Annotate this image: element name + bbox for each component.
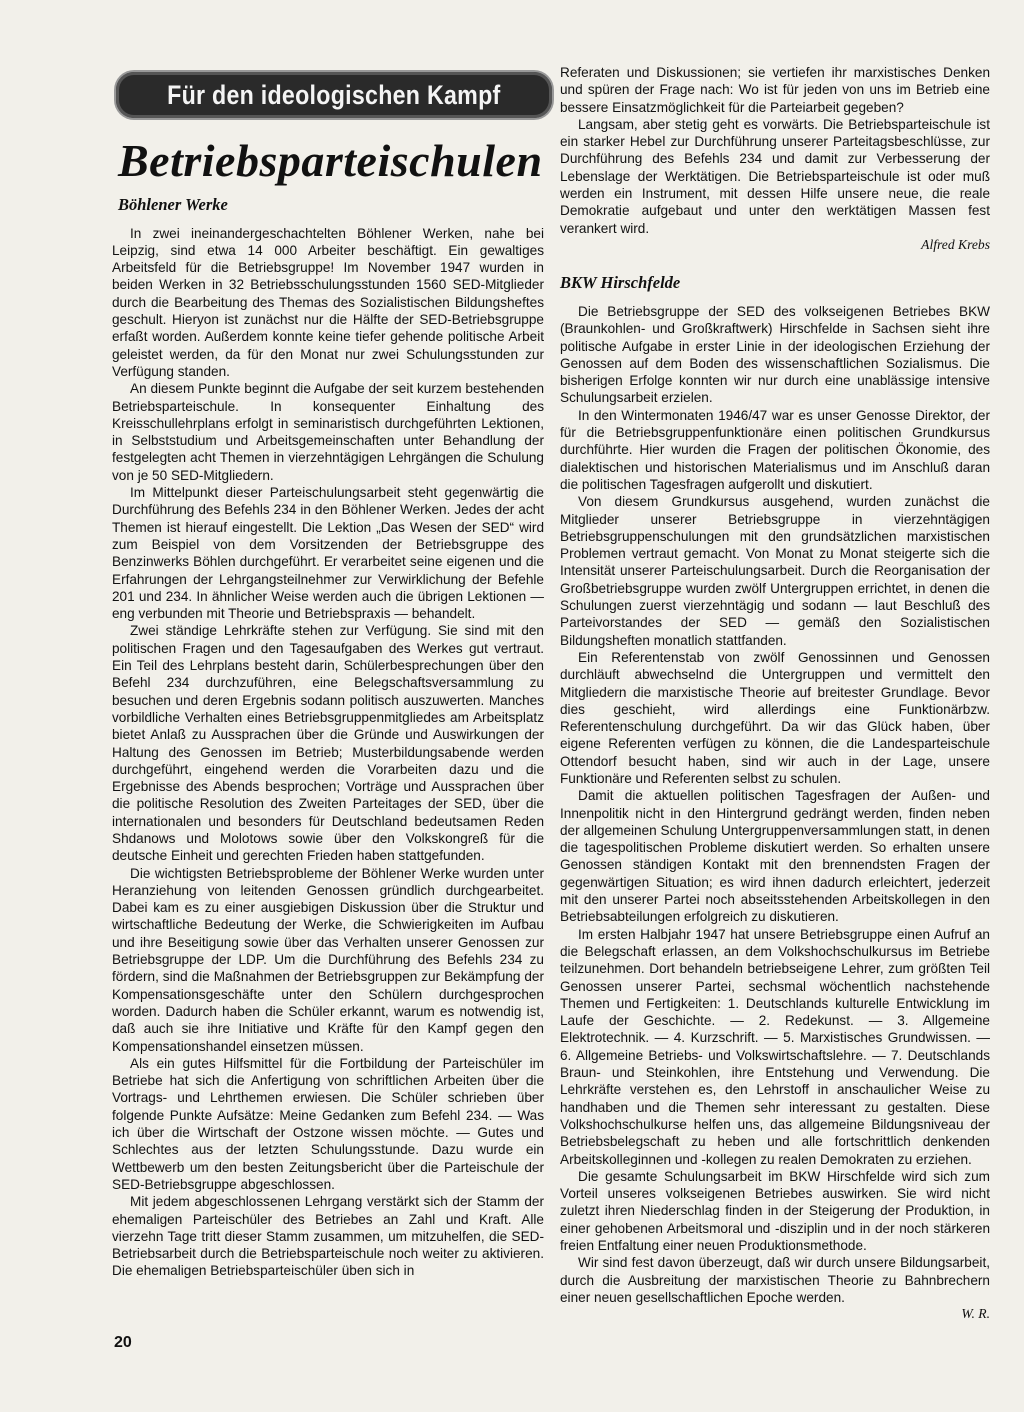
paragraph: Die Betriebsgruppe der SED des volkseigenen Betriebes BKW (Braunkohlen- und Großkraftwerk) Hirschfelde in Sachsen sieht ihre politische Aufgabe in erster Linie in der ideologischen Erziehung der Genossen auf dem Boden des wissenschaftlichen Sozialismus. Die bisherigen Erfolge konnten wir nur durch eine unablässige intensive Schulungsarbeit erzielen. [560, 303, 990, 406]
right-column [560, 64, 990, 1322]
paragraph: Damit die aktuellen politischen Tagesfragen der Außen- und Innenpolitik nicht in den Hintergrund gedrängt werden, finden neben der allgemeinen Schulung Untergruppenversammlungen statt, in denen die tagespolitischen Probleme diskutiert werden. So erhalten unsere Genossen ständigen Kontakt mit den brennendsten Fragen der gegenwärtigen Situation; es wird ihnen dadurch erleichtert, jederzeit mit den unserer Partei noch abseitsstehenden Arbeitskollegen in den Betriebsabteilungen erfolgreich zu diskutieren. [560, 788, 990, 925]
paragraph: Ein Referentenstab von zwölf Genossinnen und Genossen durchläuft abwechselnd die Untergruppen und vermittelt den Mitgliedern die marxistische Theorie auf breitester Grundlage. Bevor dies geschieht, wird allerdings eine Funktionärbzw. Referentenschulung durchgeführt. Da wir das Glück haben, über eigene Referenten verfügen zu können, die die Landesparteischule Ottendorf besucht haben, sind wir auch in der Lage, unsere Funktionäre und Referenten selbst zu schulen. [560, 649, 990, 786]
left-column [112, 62, 544, 1280]
paragraph: Wir sind fest davon überzeugt, daß wir durch unsere Bildungsarbeit, durch die Ausbreitung der marxistischen Theorie zu Bahnbrechern einer neuen gesellschaftlichen Epoche werden. [560, 1255, 990, 1305]
article-title: Betriebsparteischulen [118, 135, 543, 186]
signature-row [560, 237, 990, 253]
banner-text: Für den ideologischen Kampf [167, 79, 501, 110]
paragraph: Im ersten Halbjahr 1947 hat unsere Betriebsgruppe einen Aufruf an die Belegschaft erlassen, an dem Volkshochschulkursus im Betriebe teilzunehmen. Dort behandeln betriebseigene Lehrer, zum größten Teil Genossen unserer Partei, sechsmal wöchentlich nachstehende Themen und Fertigkeiten: 1. Deutschlands kulturelle Entwicklung im Laufe der Geschichte. — 2. Redekunst. — 3. Allgemeine Elektrotechnik. — 4. Kurzschrift. — 5. Marxistisches Grundwissen. — 6. Allgemeine Betriebs- und Volkswirtschaftslehre. — 7. Deutschlands Braun- und Steinkohlen, ihre Entstehung und Verwendung. Die Lehrkräfte verstehen es, den Lehrstoff in anschaulicher Weise zu handhaben und die Themen sehr interessant zu gestalten. Diese Volkshochschulkurse helfen uns, das allgemeine Bildungsniveau der Betriebsbelegschaft zu heben und alle fortschrittlich denkenden Arbeitskolleginnen und -kollegen zu realen Demokraten zu erziehen. [560, 926, 990, 1167]
paragraph: Im Mittelpunkt dieser Parteischulungsarbeit steht gegenwärtig die Durchführung des Befehls 234 in den Böhlener Werken. Jedes der acht Themen ist hierauf eingestellt. Die Lektion „Das Wesen der SED“ wird zum Beispiel von dem Vorsitzenden der Betriebsgruppe des Benzinwerks Böhlen durchgeführt. Er verarbeitet seine eigenen und die Erfahrungen der Lehrgangsteilnehmer zur Verwirklichung der Befehle 201 und 234. In ähnlicher Weise werden auch die übrigen Lektionen — eng verbunden mit Theorie und Betriebspraxis — behandelt. [112, 485, 544, 622]
paragraph: In den Wintermonaten 1946/47 war es unser Genosse Direktor, der für die Betriebsgruppenfunktionäre einen politischen Grundkursus durchführte. Hier wurden die Fragen der politischen Ökonomie, des dialektischen und historischen Materialismus und im Anschluß daran die politischen Tagesfragen aufgerollt und diskutiert. [560, 407, 990, 492]
author-signature: W. R. [961, 1306, 990, 1322]
paragraph: Als ein gutes Hilfsmittel für die Fortbildung der Parteischüler im Betriebe hat sich die Anfertigung von schriftlichen Arbeiten über die Vortrags- und Lehrthemen erwiesen. Die Schüler schrieben über folgende Punkte Aufsätze: Meine Gedanken zum Befehl 234. — Was ich über die Wirtschaft der Ostzone wissen möchte. — Gutes und Schlechtes aus der letzten Schulungsstunde. Dazu wurde ein Wettbewerb um den besten Zeitungsbericht über die Parteischule der SED-Betriebsgruppe abgeschlossen. [112, 1055, 544, 1192]
paragraph: Mit jedem abgeschlossenen Lehrgang verstärkt sich der Stamm der ehemaligen Parteischüler des Betriebes an Zahl und Kraft. Alle vierzehn Tage tritt dieser Stamm zusammen, um mitzuhelfen, die SED-Betriebsarbeit durch die Betriebsparteischule noch weiter zu aktivieren. Die ehemaligen Betriebsparteischüler üben sich in [112, 1194, 544, 1279]
paragraph: Die wichtigsten Betriebsprobleme der Böhlener Werke wurden unter Heranziehung von leitenden Genossen gründlich durchgearbeitet. Dabei kam es zu einer ausgiebigen Diskussion über die Struktur und wirtschaftliche Bedeutung der Werke, die Schwierigkeiten im Aufbau und ihre Beseitigung sowie über das Verhalten unserer Genossen zur Betriebsgruppe der LDP. Um die Durchführung des Befehls 234 zu fördern, sind die Maßnahmen der Betriebsgruppen zur Bekämpfung der Kompensationsgeschäfte unter den Schülern durchgesprochen worden. Dadurch haben die Schüler erkannt, warum es notwendig ist, daß auch sie ihre Initiative und Kräfte für den Kampf gegen den Kompensationshandel einsetzen müssen. [112, 865, 544, 1054]
paragraph: Die gesamte Schulungsarbeit im BKW Hirschfelde wird sich zum Vorteil unseres volkseigenen Betriebes auswirken. Sie wird nicht zuletzt ihren Niederschlag finden in der Steigerung der Produktion, in einer gehobenen Arbeitsmoral und -disziplin und in der noch stärkeren freien Entfaltung einer neuen Produktionsmethode. [560, 1168, 990, 1253]
paragraph: An diesem Punkte beginnt die Aufgabe der seit kurzem bestehenden Betriebsparteischule. In konsequenter Einhaltung des Kreisschullehrplans erfolgt in seminaristisch durchgeführten Lektionen, in Selbststudium und Arbeitsgemeinschaften unter Behandlung der festgelegten acht Themen in vierzehntägigen Lehrgängen die Schulung von je 50 SED-Mitgliedern. [112, 381, 544, 483]
section-heading-boehlen: Böhlener Werke [118, 194, 228, 214]
paragraph: Von diesem Grundkursus ausgehend, wurden zunächst die Mitglieder unserer Betriebsgruppe in vierzehntägigen Betriebsgruppenschulungen mit den grundsätzlichen marxistischen Problemen vertraut gemacht. Von Monat zu Monat steigerte sich die Intensität unserer Parteischulungsarbeit. Durch die Reorganisation der Großbetriebsgruppe wurden zwölf Untergruppen errichtet, in denen die Schulungen zuerst vierzehntägig und sodann — laut Beschluß des Parteivorstandes der SED — gemäß den Sozialistischen Bildungsheften monatlich stattfanden. [560, 494, 990, 648]
signature-row [560, 1306, 990, 1322]
section-heading-hirschfelde: BKW Hirschfelde [560, 272, 681, 292]
paragraph: In zwei ineinandergeschachtelten Böhlener Werken, nahe bei Leipzig, sind etwa 14 000 Arbeiter beschäftigt. Ein gewaltiges Arbeitsfeld für die Betriebsgruppe! Im November 1947 wurden in beiden Werken in 32 Betriebsschulungsstunden 1560 SED-Mitglieder durch die Bearbeitung des Themas des Sozialistischen Bildungsheftes geschult. Hieryon ist zunächst nur die Hälfte der SED-Betriebsgruppe erfaßt worden. Außerdem konnte keine tiefer gehende politische Arbeit geleistet werden, da für den Monat nur zwei Schulungsstunden zur Verfügung standen. [112, 225, 544, 379]
page-number: 20 [114, 1334, 132, 1351]
paragraph-continuation: Referaten und Diskussionen; sie vertiefen ihr marxistisches Denken und spüren der Frage nach: Wo ist für jeden von uns im Betrieb eine bessere Einsatzmöglichkeit für die Parteiarbeit gegeben? [560, 65, 990, 115]
author-signature: Alfred Krebs [921, 236, 990, 252]
paragraph: Zwei ständige Lehrkräfte stehen zur Verfügung. Sie sind mit den politischen Fragen und den Tagesaufgaben des Werkes gut vertraut. Ein Teil des Lehrplans besteht darin, Schülerbesprechungen über den Befehl 234 durchzuführen, eine Belegschaftsversammlung zu besuchen und deren Ergebnis sodann politisch auszuwerten. Manches vorbildliche Verhalten eines Betriebsgruppenmitgliedes am Arbeitsplatz bietet Anlaß zu Aussprachen über die Gründe und Auswirkungen der Haltung des Genossen im Betrieb; Musterbildungsabende werden durchgeführt, eingehend werden die Vorarbeiten dazu und die Ergebnisse des Abends besprochen; Vorträge und Aussprachen über die politische Resolution des Zweiten Parteitages der SED, über die internationalen und besonders für Deutschland bedeutsamen Reden Shdanows und Molotows sowie über den Volkskongreß für die deutsche Einheit und gerechten Frieden haben stattgefunden. [112, 623, 544, 864]
paragraph: Langsam, aber stetig geht es vorwärts. Die Betriebsparteischule ist ein starker Hebel zur Durchführung unserer Parteitagsbeschlüsse, zur Durchführung des Befehls 234 und damit zur Verbesserung der Lebenslage der Werktätigen. Die Betriebsparteischule ist oder muß werden ein Instrument, mit dessen Hilfe unsere neue, die reale Demokratie aufgebaut und unter den werktätigen Massen fest verankert wird. [560, 116, 990, 236]
section-banner [116, 72, 552, 118]
